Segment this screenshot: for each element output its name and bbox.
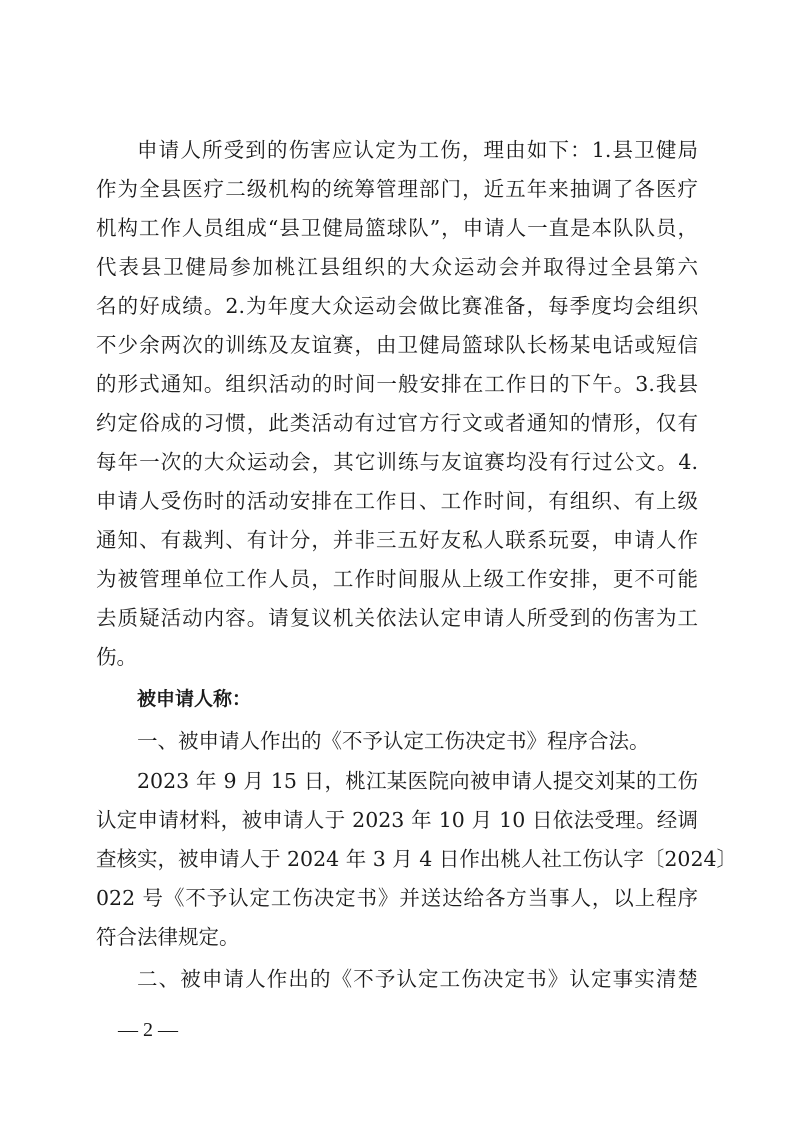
paragraph-line: 查核实，被申请人于 2024 年 3 月 4 日作出桃人社工伤认字〔2024〕 [96,847,738,871]
paragraph-line: 申请人受伤时的活动安排在工作日、工作时间，有组织、有上级 [96,489,698,513]
page-number: — 2 — [118,1019,178,1041]
paragraph-line: 2023 年 9 月 15 日，桃江某医院向被申请人提交刘某的工伤 [137,769,698,793]
paragraph-line: 去质疑活动内容。请复议机关依法认定申请人所受到的伤害为工 [96,606,698,630]
paragraph-line: 代表县卫健局参加桃江县组织的大众运动会并取得过全县第六 [96,255,698,279]
point-heading: 一、被申请人作出的《不予认定工伤决定书》程序合法。 [137,729,650,753]
paragraph-line: 的形式通知。组织活动的时间一般安排在工作日的下午。3.我县 [96,372,698,396]
paragraph-line: 通知、有裁判、有计分，并非三五好友私人联系玩耍，申请人作 [96,528,698,552]
paragraph-line: 作为全县医疗二级机构的统筹管理部门，近五年来抽调了各医疗 [96,177,698,201]
paragraph-line: 为被管理单位工作人员，工作时间服从上级工作安排，更不可能 [96,567,698,591]
paragraph-line: 伤。 [96,645,137,669]
paragraph-line: 申请人所受到的伤害应认定为工伤，理由如下：1.县卫健局 [137,138,698,162]
paragraph-line: 022 号《不予认定工伤决定书》并送达给各方当事人，以上程序 [96,886,698,910]
paragraph-line: 认定申请材料，被申请人于 2023 年 10 月 10 日依法受理。经调 [96,808,698,832]
section-heading: 被申请人称： [137,688,252,710]
point-heading: 二、被申请人作出的《不予认定工伤决定书》认定事实清楚 [137,967,698,991]
paragraph-line: 符合法律规定。 [96,925,240,949]
paragraph-line: 约定俗成的习惯，此类活动有过官方行文或者通知的情形，仅有 [96,411,698,435]
paragraph-line: 每年一次的大众运动会，其它训练与友谊赛均没有行过公文。4. [96,450,698,474]
paragraph-line: 不少余两次的训练及友谊赛，由卫健局篮球队长杨某电话或短信 [96,333,698,357]
paragraph-line: 机构工作人员组成“县卫健局篮球队”，申请人一直是本队队员， [96,216,698,240]
paragraph-line: 名的好成绩。2.为年度大众运动会做比赛准备，每季度均会组织 [96,294,698,318]
